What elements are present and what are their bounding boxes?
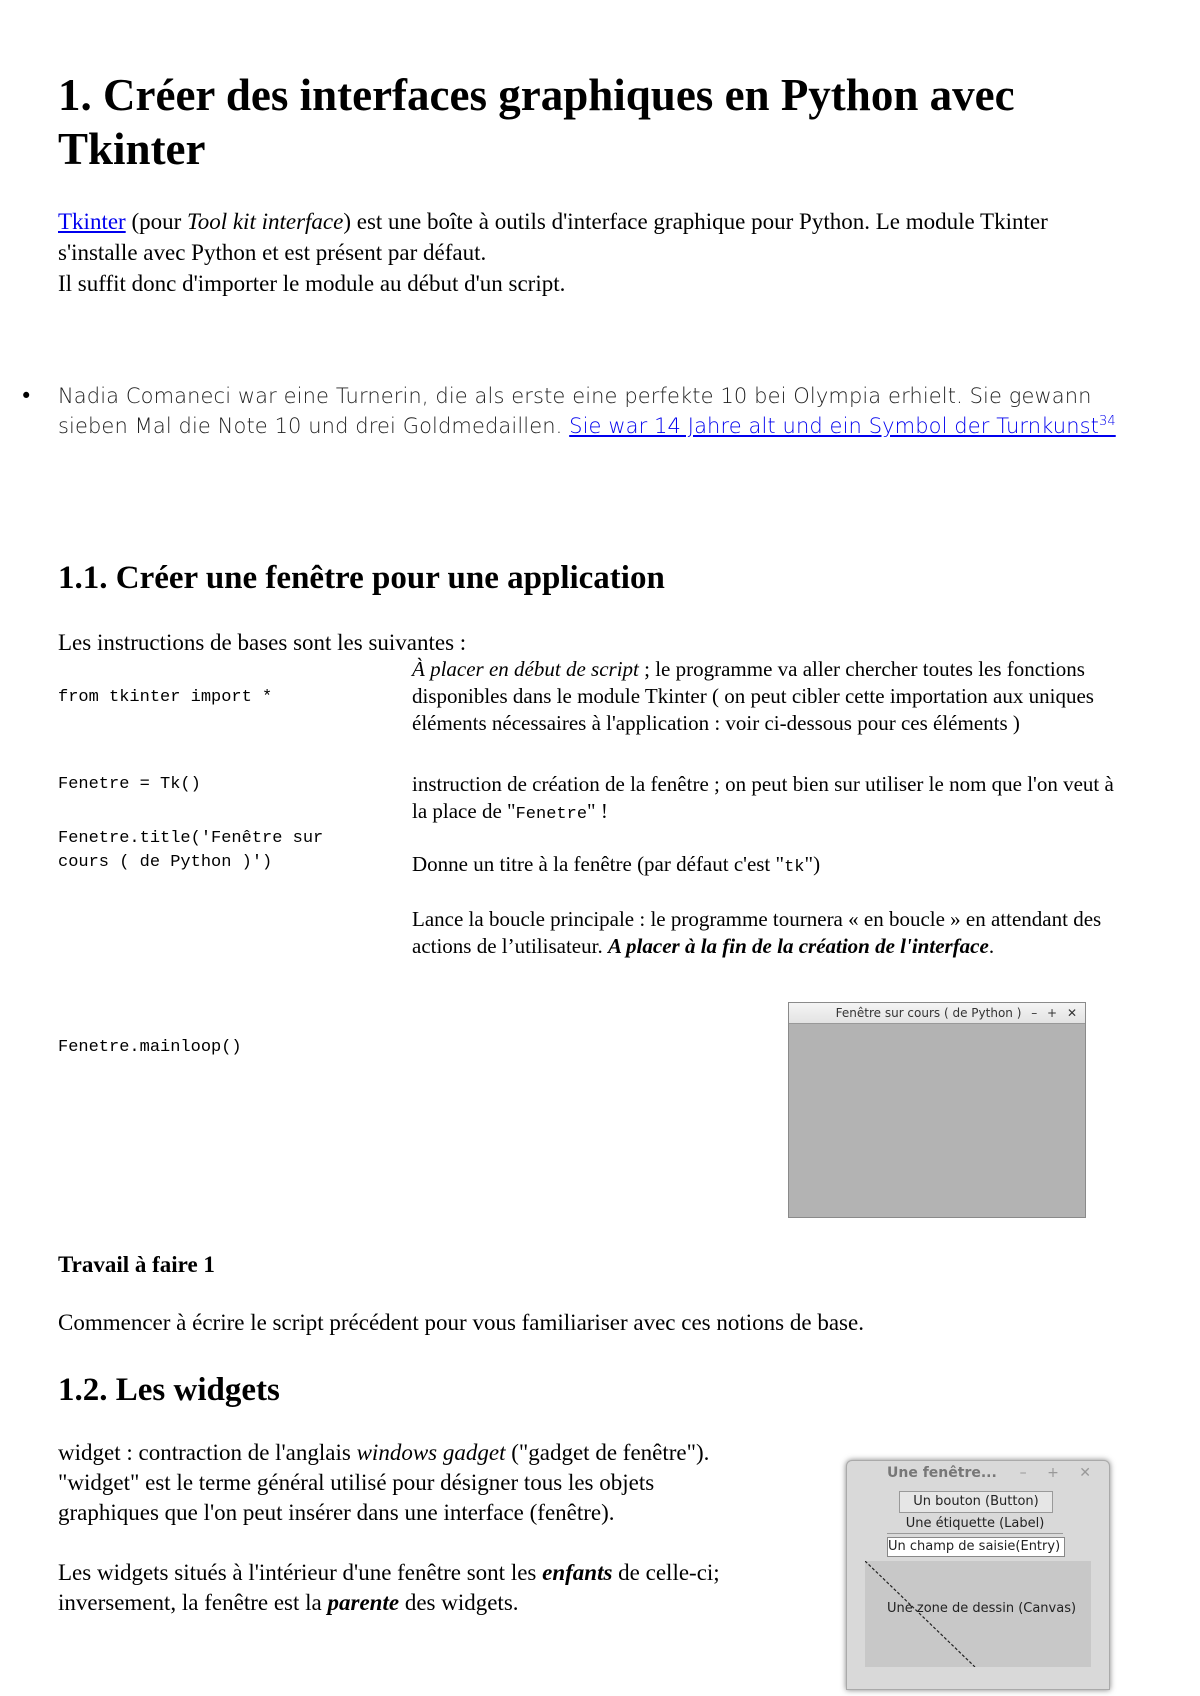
example-button: Un bouton (Button)	[899, 1491, 1053, 1513]
example-canvas-label: Une zone de dessin (Canvas)	[887, 1601, 1077, 1616]
bullet-item	[58, 383, 1138, 439]
window-title: Fenêtre sur cours ( de Python )	[835, 1006, 1022, 1020]
window-titlebar	[789, 1003, 1085, 1024]
maximize-icon: +	[1047, 1006, 1058, 1020]
code-tk: Fenetre = Tk()	[58, 775, 201, 794]
intro-line-2: Il suffit donc d'importer le module au début d'un script.	[58, 271, 566, 296]
desc-tk: instruction de création de la fenêtre ; on peut bien sur utiliser le nom que l'on veut à la place de "Fenetre" !	[412, 772, 1114, 824]
page-title: 1. Créer des interfaces graphiques en Python avec Tkinter	[58, 70, 1015, 174]
intro-italic: Tool kit interface	[187, 209, 344, 234]
window2-controls: – + ✕	[1019, 1465, 1099, 1481]
example-label: Une étiquette (Label)	[887, 1515, 1063, 1534]
widgets-paragraph: widget : contraction de l'anglais windows gadget ("gadget de fenêtre"). "widget" est le terme général utilisé pour désigner tous les objets graphiques que l'on peut insérer dans une interface (fenêtre). Les widgets situés à l'intérieur d'une fenêtre sont les enfants de celle-ci; inversement, la fenêtre est la parente des widgets.	[58, 1440, 720, 1615]
window2-titlebar	[847, 1461, 1109, 1485]
example-entry: Un champ de saisie(Entry)	[887, 1537, 1065, 1557]
task-text: Commencer à écrire le script précédent pour vous familiariser avec ces notions de base.	[58, 1310, 864, 1335]
intro-text-1: (pour	[125, 209, 188, 234]
widgets-window-screenshot	[846, 1460, 1110, 1690]
desc-title: Donne un titre à la fenêtre (par défaut c'est "tk")	[412, 852, 821, 877]
desc-import: À placer en début de script ; le programme va aller chercher toutes les fonctions disponibles dans le module Tkinter ( on peut cibler cette importation aux uniques éléments nécessaires à l'application : voir ci-dessous pour ces éléments )	[412, 657, 1094, 735]
close-icon: ✕	[1066, 1006, 1077, 1020]
code-title: Fenetre.title('Fenêtre sur cours ( de Python )')	[58, 829, 324, 872]
tk-window-screenshot	[788, 1002, 1086, 1218]
minimize-icon: –	[1031, 1006, 1038, 1020]
bullet-marker: •	[20, 384, 33, 408]
tkinter-link[interactable]: Tkinter	[58, 209, 126, 234]
code-import: from tkinter import *	[58, 688, 273, 707]
example-canvas	[865, 1561, 1091, 1667]
bullet-link[interactable]: Sie war 14 Jahre alt und ein Symbol der Turnkunst$^{34}$	[569, 414, 1116, 438]
intro-text-2: ) est une boîte à outils d'interface graphique pour Python. Le module Tkinter s'installe avec Python et est présent par défaut.	[58, 209, 1048, 265]
bullet-text: Nadia Comaneci war eine Turnerin, die als erste eine perfekte 10 bei Olympia erhielt. Sie gewann sieben Mal die Note 10 und drei Goldmedaillen.	[58, 384, 1092, 438]
section-heading-1-1: 1.1. Créer une fenêtre pour une application	[58, 560, 665, 596]
section-heading-1-2: 1.2. Les widgets	[58, 1372, 280, 1408]
window2-title: Une fenêtre...	[887, 1465, 997, 1481]
section-1-1-lead: Les instructions de bases sont les suivantes :	[58, 630, 467, 655]
code-mainloop: Fenetre.mainloop()	[58, 1038, 242, 1057]
desc-mainloop: Lance la boucle principale : le programme tournera « en boucle » en attendant des actions de l’utilisateur. A placer à la fin de la création de l'interface.	[412, 907, 1102, 958]
intro-paragraph	[58, 206, 1098, 299]
task-heading: Travail à faire 1	[58, 1252, 215, 1277]
